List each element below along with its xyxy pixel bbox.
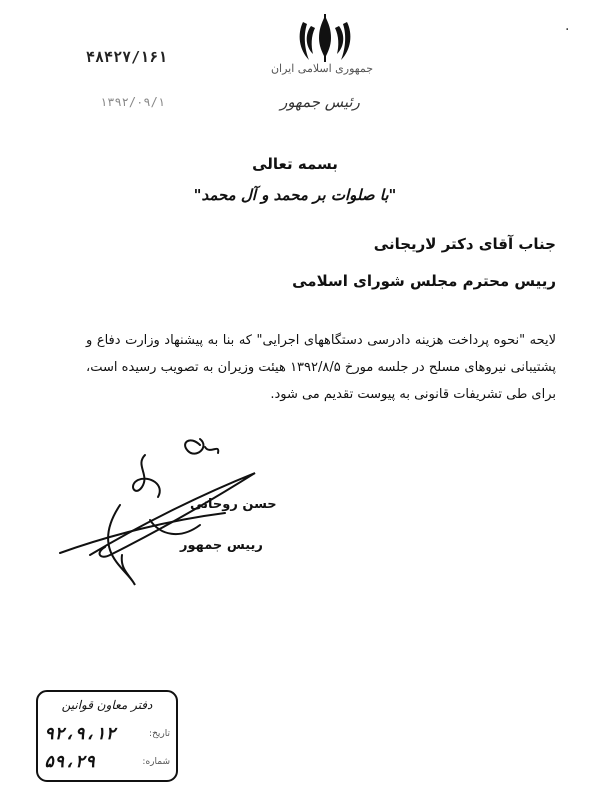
letter-number: ۴۸۴۲۷/۱۶۱ bbox=[86, 48, 168, 66]
signatory-name: حسن روحانی bbox=[190, 497, 277, 512]
recipient-name: جناب آقای دکتر لاریجانی bbox=[373, 235, 556, 253]
letter-date: ۱۳۹۲/۰۹/۱ bbox=[100, 95, 166, 109]
salawat-line: "با صلوات بر محمد و آل محمد" bbox=[193, 186, 397, 204]
institution-name: جمهوری اسلامی ایران bbox=[270, 62, 374, 75]
stamp-date-label: تاریخ: bbox=[149, 729, 170, 739]
iran-emblem-icon bbox=[297, 12, 353, 64]
stamp-number-row bbox=[44, 752, 170, 772]
office-name: رئیس جمهور bbox=[280, 93, 360, 111]
handwritten-signature bbox=[50, 425, 280, 610]
stamp-number-label: شماره: bbox=[142, 757, 170, 767]
stamp-date-value: ۹۲،۹،۱۲ bbox=[44, 724, 116, 744]
signatory-title: رییس جمهور bbox=[180, 538, 263, 553]
recipient-title: رییس محترم مجلس شورای اسلامی bbox=[292, 272, 556, 290]
stamp-title: دفتر معاون قوانین bbox=[61, 698, 153, 712]
stamp-number-value: ۵۹،۲۹ bbox=[44, 752, 96, 772]
stamp-date-row bbox=[44, 724, 170, 744]
corner-mark: · bbox=[565, 22, 570, 38]
bismillah-heading: بسمه تعالی bbox=[252, 155, 338, 173]
receipt-stamp bbox=[36, 690, 178, 782]
letter-body: لایحه "نحوه پرداخت هزینه دادرسی دستگاههای اجرایی" که بنا به پیشنهاد وزارت دفاع و پشتیبانی نیروهای مسلح در جلسه مورخ ۱۳۹۲/۸/۵ هیئت وزیران به تصویب رسیده است، برای طی تشریفات قانونی به پیوست تقدیم می شود. bbox=[86, 333, 556, 402]
